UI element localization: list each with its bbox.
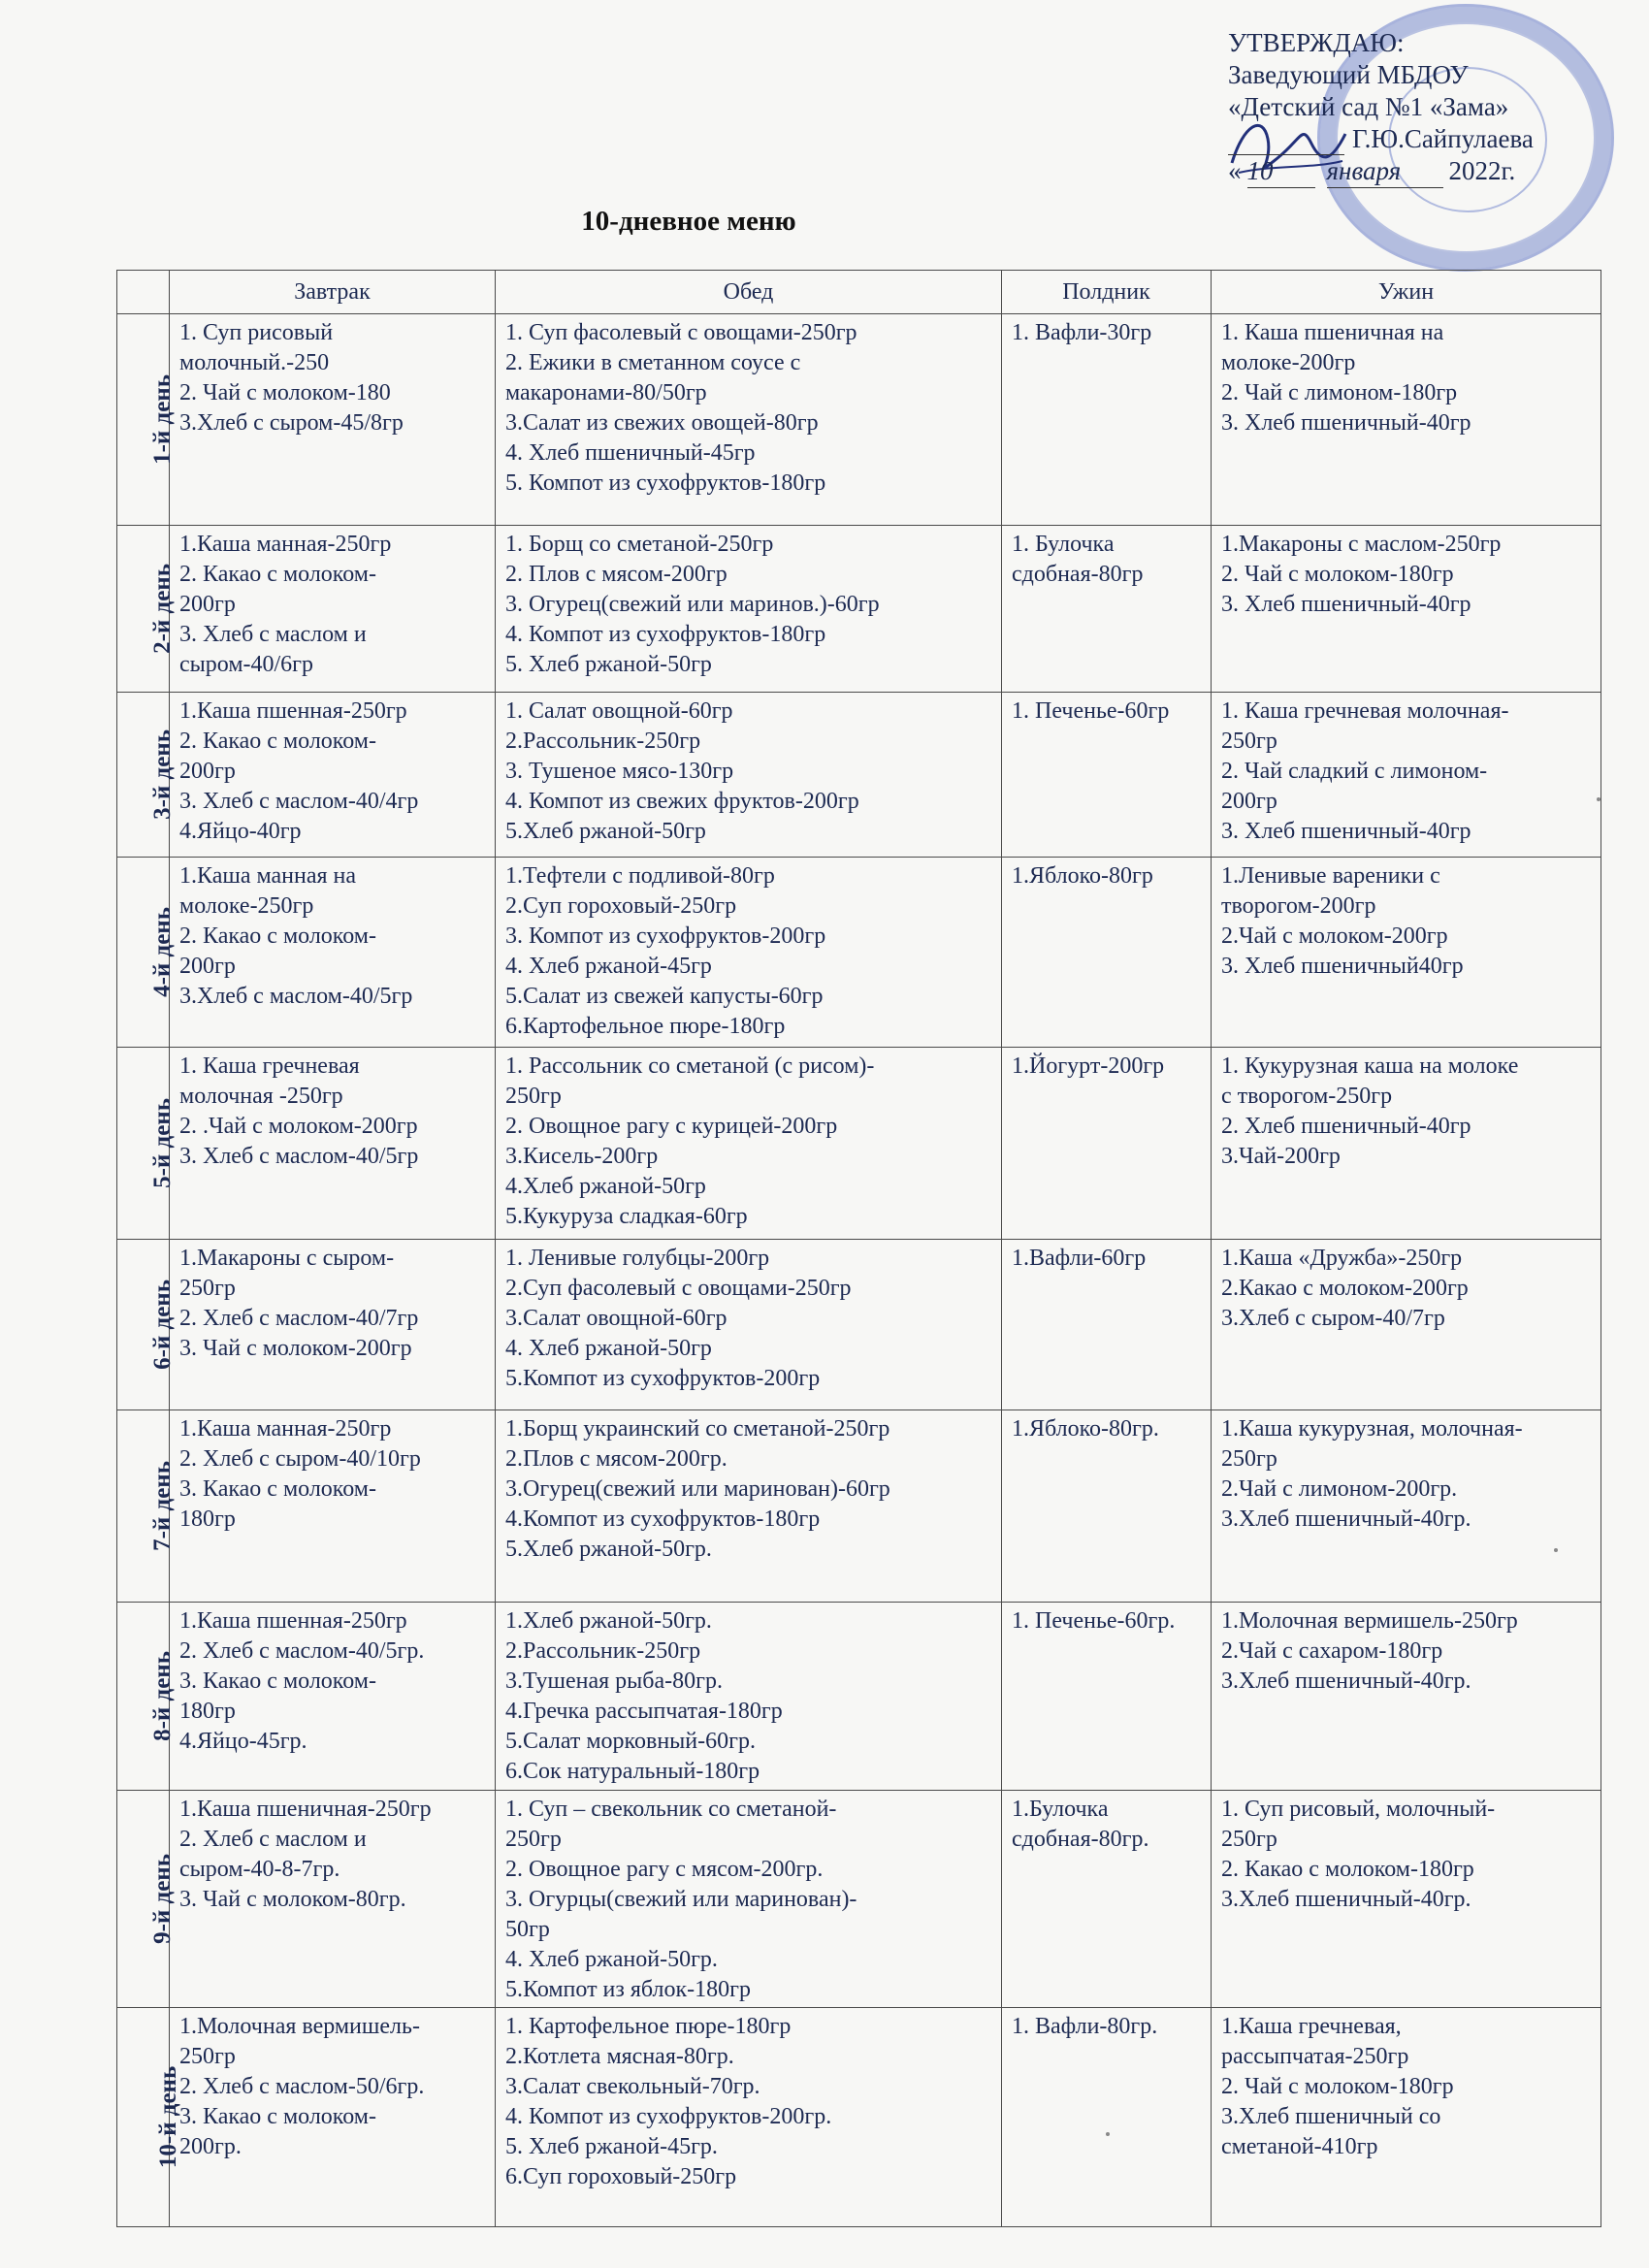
table-row (117, 1603, 1601, 1791)
menu-item: 3. Хлеб пшеничный-40гр (1221, 592, 1471, 617)
menu-item: 2. Какао с молоком- (179, 923, 376, 949)
day-label: 9-й день (148, 1853, 176, 1944)
menu-item: 1. Вафли-80гр. (1012, 2014, 1158, 2039)
menu-item: 3. Хлеб пшеничный-40гр (1221, 819, 1471, 844)
menu-item: 250гр (505, 1084, 562, 1109)
menu-item: 4. Хлеб ржаной-50гр. (505, 1947, 718, 1972)
menu-item: 2.Суп гороховый-250гр (505, 893, 737, 919)
menu-item: 3.Хлеб пшеничный со (1221, 2104, 1441, 2129)
menu-item: 1. Суп фасолевый с овощами-250гр (505, 320, 857, 345)
day-label: 6-й день (148, 1279, 176, 1370)
menu-item: 1. Салат овощной-60гр (505, 698, 733, 724)
menu-item: 1. Суп рисовый, молочный- (1221, 1797, 1496, 1822)
menu-item: 5. Хлеб ржаной-45гр. (505, 2134, 718, 2159)
approval-date (1228, 155, 1635, 188)
menu-item: 3. Компот из сухофруктов-200гр (505, 923, 826, 949)
table-row (117, 2008, 1601, 2227)
menu-item: 4. Компот из сухофруктов-180гр (505, 622, 826, 647)
menu-item: 2.Суп фасолевый с овощами-250гр (505, 1276, 852, 1301)
menu-item: 5.Компот из сухофруктов-200гр (505, 1366, 821, 1391)
day-cell (117, 693, 176, 858)
menu-item: 180гр (179, 1699, 236, 1724)
day-cell (117, 1791, 176, 2008)
header-breakfast: Завтрак (170, 271, 496, 314)
menu-item: 2. Какао с молоком-180гр (1221, 1857, 1474, 1882)
lunch-cell (496, 1048, 1002, 1240)
menu-item: 3.Салат из свежих овощей-80гр (505, 410, 819, 436)
menu-item: 1. Суп – свекольник со сметаной- (505, 1797, 837, 1822)
menu-item: 5.Салат из свежей капусты-60гр (505, 984, 824, 1009)
menu-item: сдобная-80гр (1012, 562, 1144, 587)
day-cell (117, 1048, 176, 1240)
table-header-row (117, 271, 1601, 314)
approval-position: Заведующий МБДОУ (1228, 60, 1469, 89)
menu-item: творогом-200гр (1221, 893, 1376, 919)
menu-item: 1. Печенье-60гр (1012, 698, 1170, 724)
menu-item: 2. Хлеб с маслом-40/7гр (179, 1306, 419, 1331)
menu-item: 1. Каша пшеничная на (1221, 320, 1444, 345)
menu-item: 4. Компот из свежих фруктов-200гр (505, 789, 859, 814)
menu-item: 3. Хлеб с маслом и (179, 622, 367, 647)
menu-item: 3.Салат свекольный-70гр. (505, 2074, 760, 2099)
lunch-cell (496, 858, 1002, 1048)
day-label: 1-й день (148, 373, 176, 465)
menu-item: молочный.-250 (179, 350, 330, 375)
menu-item: 1.Молочная вермишель- (179, 2014, 420, 2039)
menu-item: 3. Какао с молоком- (179, 1669, 376, 1694)
menu-item: 4. Хлеб ржаной-45гр (505, 954, 712, 979)
day-cell (117, 858, 176, 1048)
approval-signature-line (1228, 123, 1635, 155)
menu-item: 2. Ежики в сметанном соусе с (505, 350, 801, 375)
menu-item: 1.Каша пшеничная-250гр (179, 1797, 432, 1822)
menu-item: 1.Тефтели с подливой-80гр (505, 863, 775, 889)
menu-item: 1.Ленивые вареники с (1221, 863, 1440, 889)
day-label: 5-й день (148, 1097, 176, 1188)
day-label: 3-й день (148, 729, 176, 820)
menu-item: 2. Какао с молоком- (179, 562, 376, 587)
scan-speck (1597, 797, 1600, 801)
breakfast-cell (170, 1791, 496, 2008)
menu-item: 5.Кукуруза сладкая-60гр (505, 1204, 748, 1229)
menu-item: 1. Печенье-60гр. (1012, 1608, 1176, 1634)
dinner-cell (1212, 2008, 1601, 2227)
menu-item: 1.Каша кукурузная, молочная- (1221, 1416, 1523, 1442)
menu-item: 3.Хлеб с маслом-40/5гр (179, 984, 413, 1009)
snack-cell (1002, 1410, 1212, 1603)
menu-item: 200гр (1221, 789, 1277, 814)
menu-item: 200гр (179, 759, 236, 784)
menu-item: 6.Суп гороховый-250гр (505, 2164, 737, 2189)
table-row (117, 1791, 1601, 2008)
menu-item: 3.Хлеб пшеничный-40гр. (1221, 1507, 1471, 1532)
menu-item: 1. Борщ со сметаной-250гр (505, 532, 774, 557)
menu-item: 1.Йогурт-200гр (1012, 1053, 1165, 1079)
menu-item: сметаной-410гр (1221, 2134, 1378, 2159)
menu-item: 1. Кукурузная каша на молоке (1221, 1053, 1519, 1079)
menu-item: 3. Тушеное мясо-130гр (505, 759, 734, 784)
snack-cell (1002, 2008, 1212, 2227)
menu-item: 1. Рассольник со сметаной (с рисом)- (505, 1053, 875, 1079)
snack-cell (1002, 1048, 1212, 1240)
dinner-cell (1212, 526, 1601, 693)
menu-item: 2. Хлеб с маслом и (179, 1827, 367, 1852)
breakfast-cell (170, 1240, 496, 1410)
menu-item: 250гр (179, 2044, 236, 2069)
menu-item: 250гр (1221, 1446, 1277, 1472)
menu-item: 2. Чай с молоком-180 (179, 380, 391, 405)
menu-item: молоке-250гр (179, 893, 314, 919)
menu-item: 2. Чай с молоком-180гр (1221, 2074, 1454, 2099)
approval-name: Г.Ю.Сайпулаева (1352, 124, 1534, 153)
day-cell (117, 314, 176, 526)
menu-item: 5.Хлеб ржаной-50гр. (505, 1537, 712, 1562)
scan-speck (1106, 2132, 1110, 2136)
approval-date-month: января (1327, 155, 1443, 188)
dinner-cell (1212, 1048, 1601, 1240)
lunch-cell (496, 1240, 1002, 1410)
menu-item: 5. Компот из сухофруктов-180гр (505, 470, 826, 496)
menu-item: 4. Компот из сухофруктов-200гр. (505, 2104, 832, 2129)
menu-item: 2.Какао с молоком-200гр (1221, 1276, 1469, 1301)
menu-item: 2. Овощное рагу с мясом-200гр. (505, 1857, 824, 1882)
menu-item: 2.Плов с мясом-200гр. (505, 1446, 728, 1472)
menu-item: 1.Борщ украинский со сметаной-250гр (505, 1416, 890, 1442)
menu-item: 200гр. (179, 2134, 242, 2159)
menu-item: 1. Каша гречневая молочная- (1221, 698, 1509, 724)
menu-item: сдобная-80гр. (1012, 1827, 1149, 1852)
menu-item: 6.Картофельное пюре-180гр (505, 1014, 786, 1039)
menu-item: 3. Какао с молоком- (179, 2104, 376, 2129)
table-row (117, 1048, 1601, 1240)
day-label: 8-й день (148, 1650, 176, 1741)
menu-item: 5.Хлеб ржаной-50гр (505, 819, 706, 844)
day-label: 7-й день (148, 1460, 176, 1551)
snack-cell (1002, 1240, 1212, 1410)
menu-item: 1.Каша «Дружба»-250гр (1221, 1246, 1463, 1271)
lunch-cell (496, 1410, 1002, 1603)
menu-item: 4. Хлеб ржаной-50гр (505, 1336, 712, 1361)
menu-item: 250гр (1221, 729, 1277, 754)
breakfast-cell (170, 314, 496, 526)
menu-item: с творогом-250гр (1221, 1084, 1393, 1109)
menu-item: 1.Яблоко-80гр. (1012, 1416, 1159, 1442)
menu-item: 1.Молочная вермишель-250гр (1221, 1608, 1518, 1634)
menu-item: рассыпчатая-250гр (1221, 2044, 1409, 2069)
menu-item: 1.Каша пшенная-250гр (179, 1608, 407, 1634)
menu-item: 2.Чай с сахаром-180гр (1221, 1638, 1443, 1664)
menu-item: 1. Ленивые голубцы-200гр (505, 1246, 770, 1271)
lunch-cell (496, 526, 1002, 693)
menu-item: 3. Какао с молоком- (179, 1476, 376, 1502)
day-cell (117, 1410, 176, 1603)
menu-item: 2. Какао с молоком- (179, 729, 376, 754)
menu-item: 2.Котлета мясная-80гр. (505, 2044, 734, 2069)
menu-item: 4.Яйцо-45гр. (179, 1729, 307, 1754)
menu-item: 5.Компот из яблок-180гр (505, 1977, 752, 2002)
header-empty (117, 271, 170, 314)
menu-item: 1.Булочка (1012, 1797, 1109, 1822)
day-cell (117, 526, 176, 693)
menu-item: 4.Гречка рассыпчатая-180гр (505, 1699, 783, 1724)
lunch-cell (496, 693, 1002, 858)
approval-date-day: 10 (1247, 155, 1315, 188)
day-label: 10-й день (155, 2065, 182, 2168)
dinner-cell (1212, 858, 1601, 1048)
dinner-cell (1212, 1603, 1601, 1791)
menu-item: 250гр (179, 1276, 236, 1301)
menu-item: 1.Вафли-60гр (1012, 1246, 1147, 1271)
menu-item: 5.Салат морковный-60гр. (505, 1729, 756, 1754)
menu-item: макаронами-80/50гр (505, 380, 707, 405)
breakfast-cell (170, 1048, 496, 1240)
menu-item: 2. Хлеб с маслом-40/5гр. (179, 1638, 425, 1664)
menu-item: 1. Суп рисовый (179, 320, 334, 345)
lunch-cell (496, 2008, 1002, 2227)
breakfast-cell (170, 858, 496, 1048)
menu-item: 1. Каша гречневая (179, 1053, 360, 1079)
day-label: 2-й день (148, 563, 176, 654)
menu-item: 2. Овощное рагу с курицей-200гр (505, 1114, 838, 1139)
menu-item: 200гр (179, 954, 236, 979)
breakfast-cell (170, 526, 496, 693)
lunch-cell (496, 1791, 1002, 2008)
menu-item: сыром-40/6гр (179, 652, 314, 677)
dinner-cell (1212, 1410, 1601, 1603)
menu-item: 1.Каша манная-250гр (179, 532, 392, 557)
menu-item: 1. Вафли-30гр (1012, 320, 1152, 345)
menu-item: 2. Плов с мясом-200гр (505, 562, 728, 587)
menu-item: 250гр (505, 1827, 562, 1852)
breakfast-cell (170, 693, 496, 858)
menu-item: 3.Чай-200гр (1221, 1144, 1341, 1169)
menu-item: 1.Макароны с маслом-250гр (1221, 532, 1502, 557)
menu-item: 1. Булочка (1012, 532, 1115, 557)
menu-item: 4.Хлеб ржаной-50гр (505, 1174, 706, 1199)
day-cell (117, 1240, 176, 1410)
lunch-cell (496, 1603, 1002, 1791)
day-cell (117, 1603, 176, 1791)
menu-item: 1.Яблоко-80гр (1012, 863, 1153, 889)
menu-item: 2.Рассольник-250гр (505, 729, 701, 754)
scan-speck (1554, 1548, 1558, 1552)
table-row (117, 526, 1601, 693)
menu-item: 3.Кисель-200гр (505, 1144, 659, 1169)
breakfast-cell (170, 1410, 496, 1603)
menu-item: 2. Хлеб с маслом-50/6гр. (179, 2074, 425, 2099)
approval-date-open: « (1228, 156, 1242, 185)
dinner-cell (1212, 314, 1601, 526)
menu-item: 5. Хлеб ржаной-50гр (505, 652, 712, 677)
menu-item: 2. Хлеб с сыром-40/10гр (179, 1446, 421, 1472)
menu-item: 4.Яйцо-40гр (179, 819, 302, 844)
header-snack: Полдник (1002, 271, 1212, 314)
menu-item: 2. Чай с молоком-180гр (1221, 562, 1454, 587)
menu-item: 3. Чай с молоком-200гр (179, 1336, 412, 1361)
menu-item: сыром-40-8-7гр. (179, 1857, 340, 1882)
menu-item: молочная -250гр (179, 1084, 343, 1109)
menu-item: 3.Огурец(свежий или маринован)-60гр (505, 1476, 890, 1502)
menu-item: 3.Хлеб с сыром-40/7гр (1221, 1306, 1445, 1331)
menu-item: 2.Рассольник-250гр (505, 1638, 701, 1664)
snack-cell (1002, 526, 1212, 693)
approval-date-year: 2022г. (1448, 156, 1516, 185)
menu-item: 1.Каша манная на (179, 863, 357, 889)
table-row (117, 693, 1601, 858)
menu-table (116, 270, 1601, 2227)
menu-item: 250гр (1221, 1827, 1277, 1852)
menu-item: 3.Хлеб пшеничный-40гр. (1221, 1669, 1471, 1694)
header-dinner: Ужин (1212, 271, 1601, 314)
menu-item: 1.Каша манная-250гр (179, 1416, 392, 1442)
snack-cell (1002, 314, 1212, 526)
snack-cell (1002, 858, 1212, 1048)
approval-title: УТВЕРЖДАЮ: (1228, 28, 1405, 57)
menu-item: 180гр (179, 1507, 236, 1532)
day-label: 4-й день (148, 906, 176, 997)
menu-item: 3. Огурец(свежий или маринов.)-60гр (505, 592, 880, 617)
menu-item: 1.Каша гречневая, (1221, 2014, 1402, 2039)
menu-item: 1.Хлеб ржаной-50гр. (505, 1608, 712, 1634)
menu-item: 1.Макароны с сыром- (179, 1246, 395, 1271)
menu-item: 3. Хлеб с маслом-40/4гр (179, 789, 419, 814)
menu-item: 3.Хлеб с сыром-45/8гр (179, 410, 404, 436)
lunch-cell (496, 314, 1002, 526)
menu-item: 3.Тушеная рыба-80гр. (505, 1669, 723, 1694)
table-row (117, 1410, 1601, 1603)
dinner-cell (1212, 1240, 1601, 1410)
table-row (117, 858, 1601, 1048)
dinner-cell (1212, 1791, 1601, 2008)
menu-item: 2. Чай с лимоном-180гр (1221, 380, 1458, 405)
approval-organization: «Детский сад №1 «Зама» (1228, 92, 1509, 121)
approval-block (1228, 27, 1635, 188)
menu-item: 6.Сок натуральный-180гр (505, 1759, 760, 1784)
menu-item: 3. Хлеб пшеничный-40гр (1221, 410, 1471, 436)
table-row (117, 314, 1601, 526)
menu-item: 200гр (179, 592, 236, 617)
menu-item: 3. Огурцы(свежий или маринован)- (505, 1887, 857, 1912)
menu-item: молоке-200гр (1221, 350, 1356, 375)
header-lunch: Обед (496, 271, 1002, 314)
menu-item: 2. Хлеб пшеничный-40гр (1221, 1114, 1471, 1139)
menu-item: 4. Хлеб пшеничный-45гр (505, 440, 756, 466)
menu-item: 2. Чай сладкий с лимоном- (1221, 759, 1488, 784)
menu-item: 1.Каша пшенная-250гр (179, 698, 407, 724)
table-row (117, 1240, 1601, 1410)
menu-item: 3.Салат овощной-60гр (505, 1306, 728, 1331)
menu-item: 2.Чай с молоком-200гр (1221, 923, 1448, 949)
page-title: 10-дневное меню (581, 206, 796, 237)
snack-cell (1002, 693, 1212, 858)
menu-item: 1. Картофельное пюре-180гр (505, 2014, 792, 2039)
menu-item: 3.Хлеб пшеничный-40гр. (1221, 1887, 1471, 1912)
dinner-cell (1212, 693, 1601, 858)
snack-cell (1002, 1791, 1212, 2008)
breakfast-cell (170, 2008, 496, 2227)
day-cell (117, 2008, 182, 2227)
breakfast-cell (170, 1603, 496, 1791)
menu-item: 2.Чай с лимоном-200гр. (1221, 1476, 1458, 1502)
menu-item: 3. Хлеб пшеничный40гр (1221, 954, 1464, 979)
menu-item: 3. Хлеб с маслом-40/5гр (179, 1144, 419, 1169)
menu-item: 2. .Чай с молоком-200гр (179, 1114, 418, 1139)
snack-cell (1002, 1603, 1212, 1791)
menu-item: 4.Компот из сухофруктов-180гр (505, 1507, 821, 1532)
menu-item: 50гр (505, 1917, 550, 1942)
menu-item: 3. Чай с молоком-80гр. (179, 1887, 406, 1912)
